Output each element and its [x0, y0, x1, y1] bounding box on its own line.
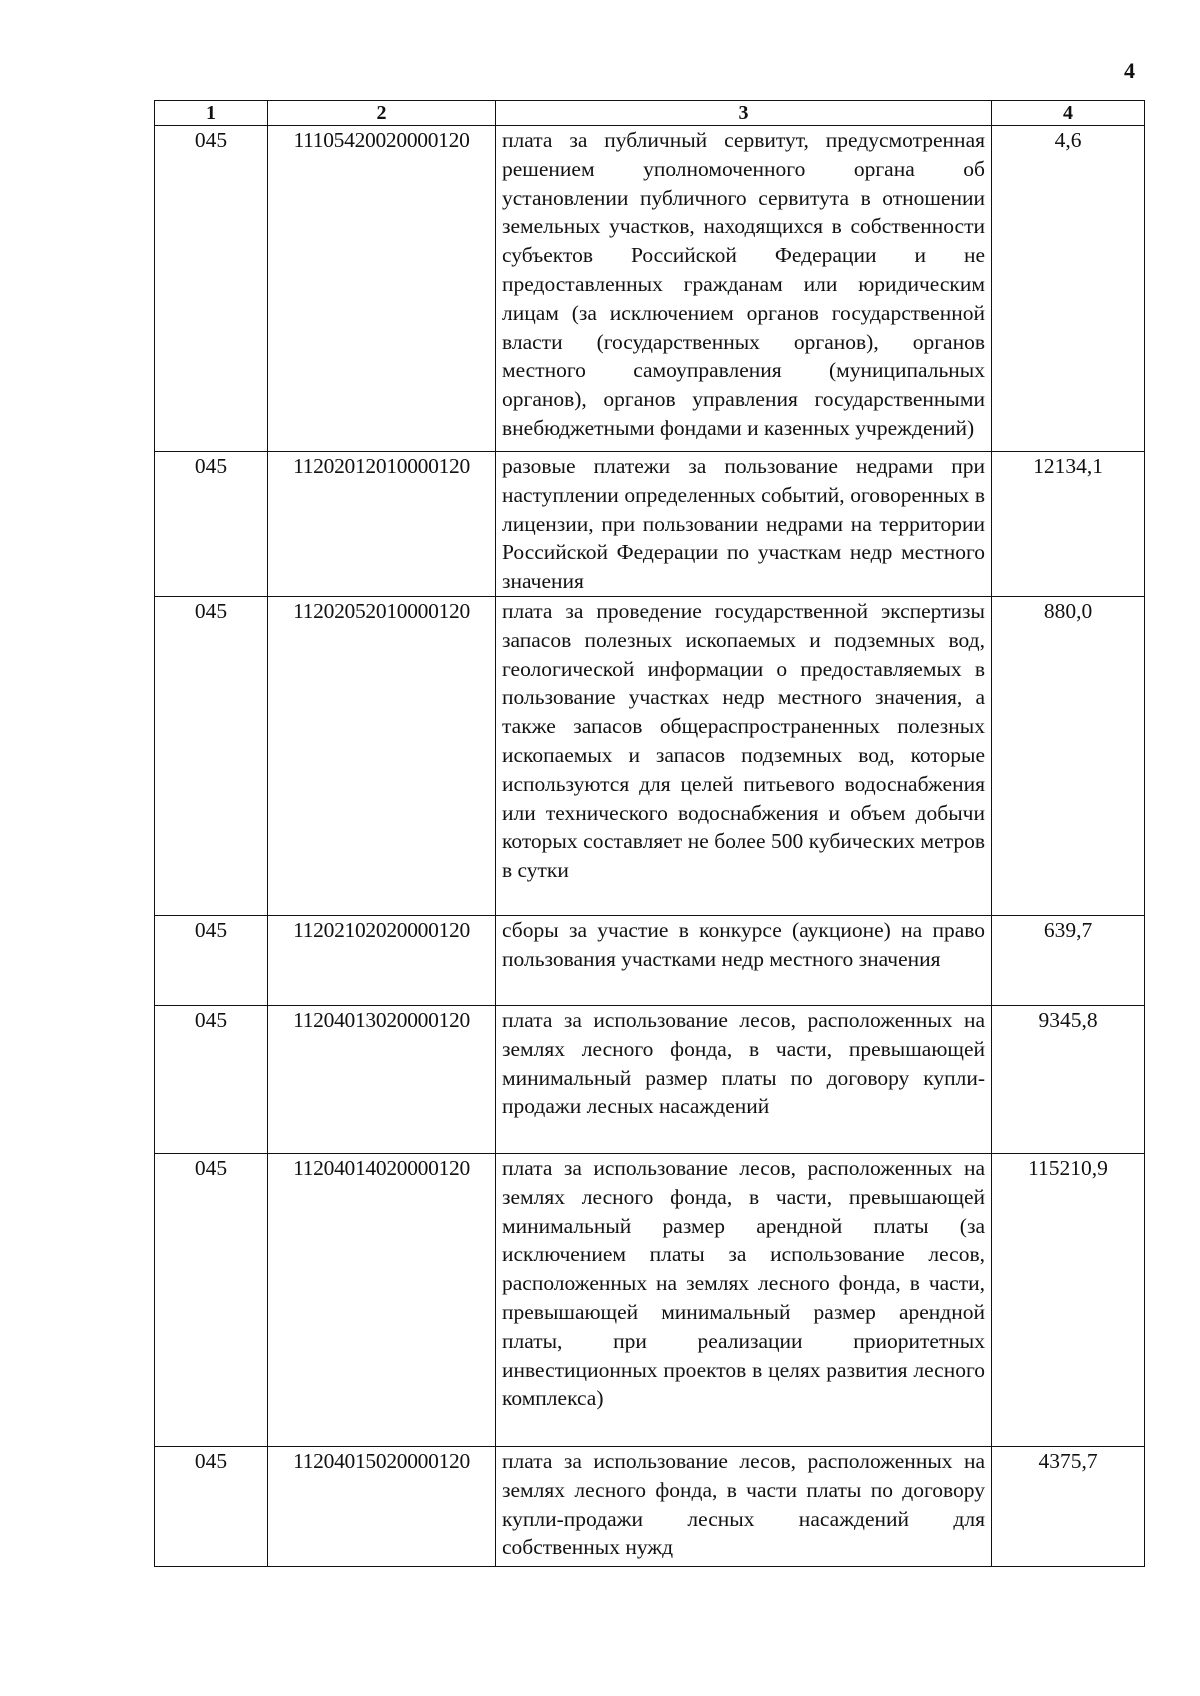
table-row: [155, 1005, 1145, 1153]
kbk-code-cell: 11204013020000120: [268, 1005, 496, 1153]
kbk-code-cell: 11105420020000120: [268, 126, 496, 452]
description-cell: плата за использование лесов, расположенных на землях лесного фонда, в части, превышающей минимальный размер арендной платы (за исключением платы за использование лесов, расположенных на землях лесного фонда, в части, превышающей минимальный размер арендной платы, при реализации приоритетных инвестиционных проектов в целях развития лесного комплекса): [496, 1153, 992, 1446]
page-number: 4: [1124, 58, 1135, 83]
kbk-code-cell: 11204014020000120: [268, 1153, 496, 1446]
kbk-code-cell: 11202012010000120: [268, 452, 496, 597]
table-row: [155, 1446, 1145, 1566]
amount-cell: 9345,8: [992, 1005, 1145, 1153]
kbk-code-cell: 11202102020000120: [268, 915, 496, 1005]
description-cell: плата за проведение государственной экспертизы запасов полезных ископаемых и подземных вод, геологической информации о предоставляемых в пользование участках недр местного значения, а также запасов общераспространенных полезных ископаемых и запасов подземных вод, которые используются для целей питьевого водоснабжения или технического водоснабжения и объем добычи которых составляет не более 500 кубических метров в сутки: [496, 596, 992, 915]
admin-code-cell: 045: [155, 1005, 268, 1153]
column-header: 1: [155, 101, 268, 126]
amount-cell: 639,7: [992, 915, 1145, 1005]
amount-cell: 4,6: [992, 126, 1145, 452]
amount-cell: 4375,7: [992, 1446, 1145, 1566]
table-row: [155, 126, 1145, 452]
admin-code-cell: 045: [155, 596, 268, 915]
admin-code-cell: 045: [155, 126, 268, 452]
admin-code-cell: 045: [155, 1153, 268, 1446]
kbk-code-cell: 11204015020000120: [268, 1446, 496, 1566]
description-cell: сборы за участие в конкурсе (аукционе) на право пользования участками недр местного значения: [496, 915, 992, 1005]
table-header-row: [155, 101, 1145, 126]
table-row: [155, 915, 1145, 1005]
admin-code-cell: 045: [155, 452, 268, 597]
description-cell: плата за использование лесов, расположенных на землях лесного фонда, в части платы по договору купли-продажи лесных насаждений для собственных нужд: [496, 1446, 992, 1566]
description-cell: плата за публичный сервитут, предусмотренная решением уполномоченного органа об установлении публичного сервитута в отношении земельных участков, находящихся в собственности субъектов Российской Федерации и не предоставленных гражданам или юридическим лицам (за исключением органов государственной власти (государственных органов), органов местного самоуправления (муниципальных органов), органов управления государственными внебюджетными фондами и казенных учреждений): [496, 126, 992, 452]
kbk-code-cell: 11202052010000120: [268, 596, 496, 915]
table-row: [155, 596, 1145, 915]
table-row: [155, 452, 1145, 597]
admin-code-cell: 045: [155, 915, 268, 1005]
column-header: 4: [992, 101, 1145, 126]
column-header: 3: [496, 101, 992, 126]
amount-cell: 880,0: [992, 596, 1145, 915]
admin-code-cell: 045: [155, 1446, 268, 1566]
amount-cell: 12134,1: [992, 452, 1145, 597]
description-cell: плата за использование лесов, расположенных на землях лесного фонда, в части, превышающей минимальный размер платы по договору купли-продажи лесных насаждений: [496, 1005, 992, 1153]
amount-cell: 115210,9: [992, 1153, 1145, 1446]
column-header: 2: [268, 101, 496, 126]
budget-revenue-table: [154, 100, 1145, 1567]
description-cell: разовые платежи за пользование недрами при наступлении определенных событий, оговоренных в лицензии, при пользовании недрами на территории Российской Федерации по участкам недр местного значения: [496, 452, 992, 597]
table-row: [155, 1153, 1145, 1446]
